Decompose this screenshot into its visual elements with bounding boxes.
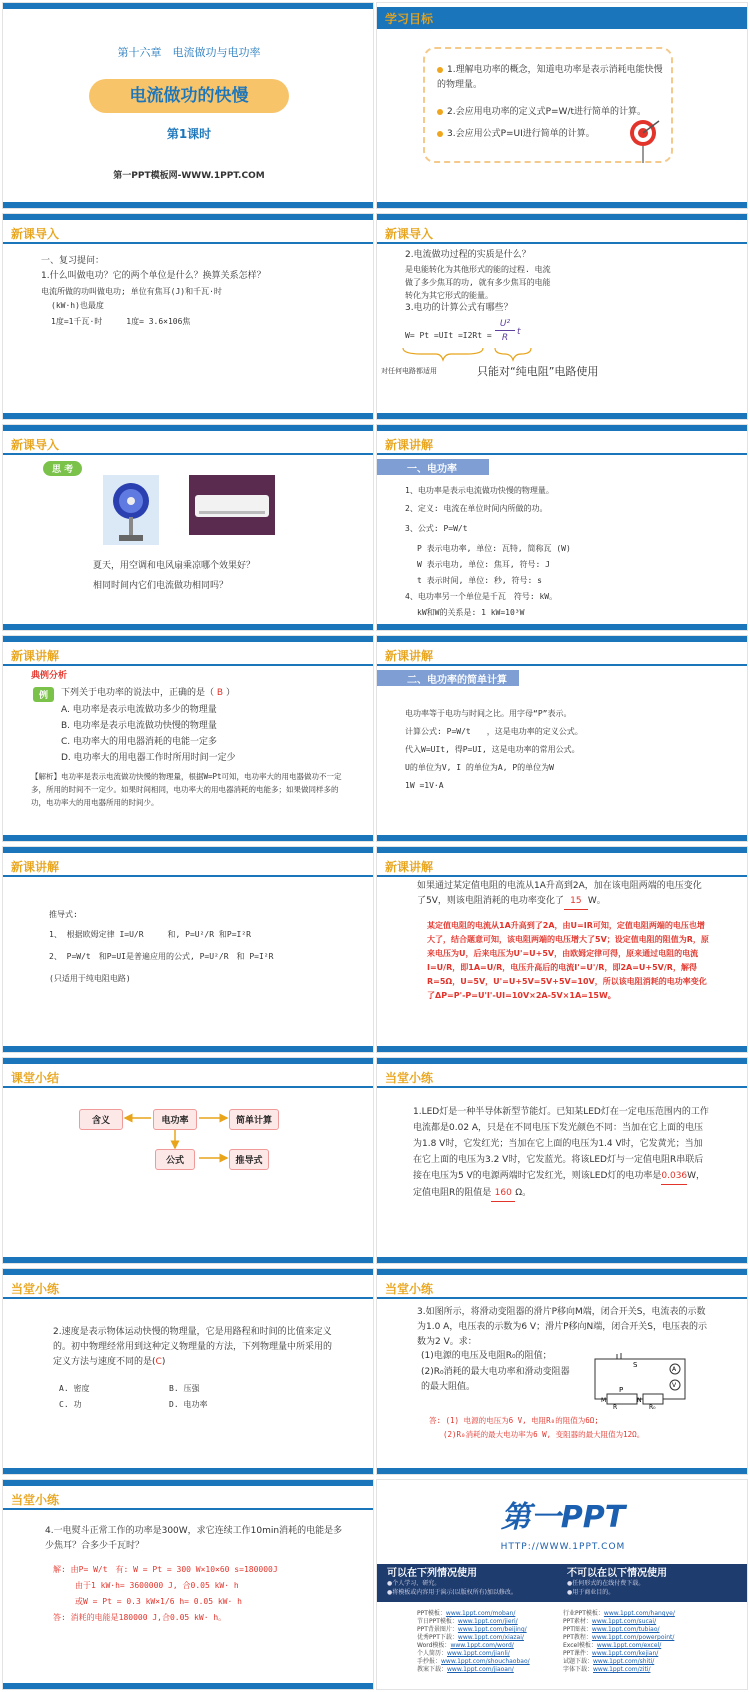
- bottom-bar: [3, 413, 373, 419]
- link-row[interactable]: [417, 1610, 530, 1618]
- top-bar: [3, 847, 373, 853]
- electric-fan-image: [103, 475, 159, 545]
- top-bar: [3, 214, 373, 220]
- derived-line-2: 2、 P=W/t 和P=UI是普遍应用的公式, P=U²/R 和 P=I²R: [49, 952, 274, 961]
- note-pure-resistance: 只能对“纯电阻”电路使用: [477, 365, 599, 378]
- title-pill: [89, 79, 289, 113]
- top-bar: [377, 636, 747, 642]
- example-tag: 例: [33, 687, 54, 702]
- link-row[interactable]: [417, 1642, 530, 1650]
- bottom-bar: [3, 1257, 373, 1263]
- problem-text: 如果通过某定值电阻的电流从1A升高到2A，加在该电阻两端的电压变化了5V，则该电阻消耗的电功率变化了 15 W。: [417, 879, 707, 910]
- question-3: 3.电功的计算公式有哪些？: [405, 303, 513, 313]
- brand-url[interactable]: HTTP://WWW.1PPT.COM: [500, 1542, 626, 1552]
- header-bar: [377, 857, 747, 877]
- link-url[interactable]: www.1ppt.com/powerpoint/: [591, 1634, 675, 1641]
- link-url[interactable]: www.1ppt.com/word/: [450, 1642, 514, 1649]
- target-icon: [629, 115, 663, 165]
- forbidden-item-2: ●用于商业目的。: [567, 1589, 615, 1596]
- slide-intro-review[interactable]: [2, 213, 374, 420]
- problem-answer: 15: [564, 894, 588, 910]
- slide-header: 课堂小结: [11, 1071, 60, 1085]
- top-bar: [3, 1480, 373, 1486]
- slide-power-concept[interactable]: [376, 424, 748, 631]
- practice-3-answer-1: 答: (1) 电源的电压为6 V, 电阻R₀的阻值为6Ω;: [429, 1416, 599, 1425]
- link-url[interactable]: www.1ppt.com/jieri/: [457, 1618, 518, 1625]
- option-d[interactable]: D. 电功率: [169, 1400, 208, 1409]
- think-tag: 思 考: [43, 461, 82, 476]
- slide-title[interactable]: [2, 2, 374, 209]
- slide-header: 新课导入: [385, 227, 434, 241]
- link-label: 试题下载：: [563, 1658, 594, 1665]
- section-band: 一、电功率: [377, 459, 489, 475]
- link-row[interactable]: [563, 1650, 675, 1658]
- allowed-item-2: ●将模板或内容用于演示(以版权所有)加以修改。: [387, 1589, 517, 1596]
- answer-line-3: 转化为其它形式的能量。: [405, 291, 493, 300]
- concept-p: P 表示电功率, 单位: 瓦特, 简称瓦 (W): [417, 544, 571, 553]
- link-url[interactable]: www.1ppt.com/sucai/: [591, 1618, 657, 1625]
- link-label: 个人简历：: [417, 1650, 448, 1657]
- link-label: PPT课件：: [563, 1650, 592, 1657]
- practice-3-text: 3.如图所示，将滑动变阻器的滑片P移向M端，闭合开关S，电流表的示数为1.0 A，电压表的示数为6 V；滑片P移向N端，闭合开关S，电压表的示数为2 V。求：: [417, 1307, 707, 1347]
- usage-banner: [377, 1564, 748, 1602]
- slide-example[interactable]: [2, 635, 374, 842]
- slide-header: 新课讲解: [385, 649, 434, 663]
- header-bar: [3, 435, 373, 455]
- calc-line-4: U的单位为V, I 的单位为A, P的单位为W: [405, 763, 554, 772]
- n-label: N: [637, 1397, 642, 1404]
- example-question: 下列关于电功率的说法中，正确的是（ B ）: [61, 688, 235, 698]
- work-formula: W= Pt =UIt =I2Rt =: [405, 331, 492, 340]
- link-url[interactable]: www.1ppt.com/jiaoan/: [447, 1666, 514, 1673]
- link-label: 节日PPT模板：: [417, 1618, 458, 1625]
- goal-1: 1.理解电功率的概念，知道电功率是表示消耗电能快慢的物理量。: [437, 65, 663, 90]
- derived-note: (只适用于纯电阻电路): [49, 974, 131, 983]
- section-band: 二、电功率的简单计算: [377, 670, 519, 686]
- derived-heading: 推导式:: [49, 910, 78, 919]
- review-heading: 一、复习提问：: [41, 256, 105, 266]
- note-any-circuit: 对任何电路都适用: [381, 367, 437, 375]
- practice-3-answer-2: (2)R₀消耗的最大电功率为6 W, 变阻器的最大阻值为12Ω。: [443, 1430, 645, 1439]
- bottom-bar: [377, 1046, 747, 1052]
- link-label: PPT背景图片：: [417, 1626, 458, 1633]
- node-calculation: 简单计算: [229, 1109, 279, 1130]
- voltmeter-label: V: [672, 1382, 677, 1389]
- option-c[interactable]: C. 功: [59, 1400, 82, 1409]
- link-row[interactable]: [563, 1658, 675, 1666]
- solution-text: 某定值电阻的电流从1A升高到了2A，由U=IR可知，定值电阻两端的电压也增大了，结合题意可知，该电阻两端的电压增大了5V；设定值电阻的阻值为R，原来电压为U，后来电压为U'=U+5V，由欧姆定律可得，原来通过电阻的电流I=U/R，即1A=U/R，电压升高后的电流I'=U'/R，即2A=U+5V/R，解得R=5Ω，U=5V，U'=U+5V=5V+5V=10V，所以该电阻消耗的电功率变化了ΔP=P'-P=U'I'-UI=10V×2A-5V×1A=15W。: [427, 921, 709, 1000]
- top-bar: [3, 1269, 373, 1275]
- header-bar: [377, 1279, 747, 1299]
- slide-practice-2[interactable]: [2, 1268, 374, 1475]
- link-url[interactable]: www.1ppt.com/shiti/: [593, 1658, 655, 1665]
- slide-practice-1[interactable]: [376, 1057, 748, 1264]
- node-definition: 含义: [79, 1109, 123, 1130]
- question-2: 2.电流做功过程的实质是什么？: [405, 250, 531, 260]
- link-url[interactable]: www.1ppt.com/excel/: [596, 1642, 662, 1649]
- links-right: [563, 1610, 675, 1674]
- concept-line-2: 2、定义: 电流在单位时间内所做的功。: [405, 504, 548, 513]
- link-url[interactable]: www.1ppt.com/jianli/: [447, 1650, 510, 1657]
- top-bar: [377, 1058, 747, 1064]
- example-answer: B: [216, 688, 224, 698]
- bottom-bar: [3, 624, 373, 630]
- slide-header: 当堂小练: [11, 1493, 60, 1507]
- slide-problem[interactable]: [376, 846, 748, 1053]
- link-row[interactable]: [417, 1658, 530, 1666]
- option-b[interactable]: B. 压强: [169, 1384, 200, 1393]
- slide-header: 当堂小练: [385, 1071, 434, 1085]
- link-row[interactable]: [563, 1666, 675, 1674]
- slide-goals[interactable]: [376, 2, 748, 209]
- top-bar: [3, 3, 373, 9]
- link-url[interactable]: www.1ppt.com/tubiao/: [591, 1626, 660, 1633]
- link-row[interactable]: [563, 1618, 675, 1626]
- slide-end[interactable]: [376, 1479, 748, 1690]
- bottom-bar: [3, 1683, 373, 1689]
- calc-line-1: 电功率等于电功与时间之比。用字母“P”表示。: [405, 709, 572, 718]
- page-title: 电流做功的快慢: [129, 86, 249, 106]
- header-bar: [377, 7, 747, 29]
- link-row[interactable]: [563, 1610, 675, 1618]
- header-bar: [377, 224, 747, 244]
- forbidden-item-1: ●任何形式的在线付费下载。: [567, 1580, 645, 1587]
- link-url[interactable]: www.1ppt.com/xiazai/: [457, 1634, 524, 1641]
- slide-header: 新课讲解: [385, 438, 434, 452]
- practice-1-answer-power: 0.036: [661, 1168, 687, 1185]
- slide-intro-work[interactable]: [376, 213, 748, 420]
- option-d[interactable]: D. 电功率大的用电器工作时所用时间一定少: [61, 753, 236, 763]
- bottom-bar: [377, 202, 747, 208]
- top-bar: [3, 636, 373, 642]
- air-conditioner-image: [189, 475, 275, 535]
- link-label: PPT图表：: [563, 1626, 592, 1633]
- option-a[interactable]: A. 电功率是表示电流做功多少的物理量: [61, 705, 217, 715]
- link-label: 字体下载：: [563, 1666, 594, 1673]
- slide-header: 新课讲解: [11, 649, 60, 663]
- bottom-bar: [3, 202, 373, 208]
- derived-line-1: 1、 根据欧姆定律 I=U/R 和, P=U²/R 和P=I²R: [49, 930, 251, 939]
- header-bar: [377, 435, 747, 455]
- practice-4-solution-1: 解: 由P= W/t 有: W = Pt = 300 W×10×60 s=180000J: [53, 1565, 278, 1574]
- link-row[interactable]: [563, 1634, 675, 1642]
- slide-derived[interactable]: [2, 846, 374, 1053]
- bullet-icon: [437, 67, 443, 73]
- practice-4-answer: 答: 消耗的电能是180000 J,合0.05 kW· h。: [53, 1613, 227, 1622]
- link-label: PPT模板：: [417, 1610, 446, 1617]
- header-bar: [3, 857, 373, 877]
- bullet-icon: [437, 131, 443, 137]
- top-bar: [377, 214, 747, 220]
- switch-label: S: [633, 1361, 638, 1369]
- node-derived: 推导式: [229, 1149, 269, 1170]
- link-url[interactable]: www.1ppt.com/ziti/: [593, 1666, 651, 1673]
- slide-header: 当堂小练: [385, 1282, 434, 1296]
- think-question-2: 相同时间内它们电流做功相同吗？: [93, 581, 229, 591]
- calc-line-2: 计算公式: P=W/t ，这是电功率的定义公式。: [405, 727, 583, 736]
- header-bar: [377, 646, 747, 666]
- practice-1-answer-resistance: 160: [491, 1185, 515, 1202]
- practice-4-text: 4.一电熨斗正常工作的功率是300W，求它连续工作10min消耗的电能是多少焦耳？合多少千瓦时？: [45, 1526, 343, 1551]
- links-left: [417, 1610, 530, 1674]
- bottom-bar: [377, 413, 747, 419]
- brand-logo: 第一PPT: [500, 1500, 626, 1535]
- calc-line-5: 1W =1V·A: [405, 781, 444, 790]
- bottom-bar: [3, 835, 373, 841]
- review-answer-2: (kW·h)也最度: [51, 301, 104, 310]
- lesson-label: 第1课时: [166, 127, 212, 141]
- site-label: 第一PPT模板网-WWW.1PPT.COM: [113, 171, 265, 181]
- link-label: 行业PPT模板：: [563, 1610, 604, 1617]
- top-bar: [377, 847, 747, 853]
- link-label: PPT教程：: [563, 1634, 592, 1641]
- ammeter-label: A: [672, 1366, 677, 1373]
- slide-practice-4[interactable]: [2, 1479, 374, 1690]
- bottom-bar: [3, 1046, 373, 1052]
- practice-1-text: 1.LED灯是一种半导体新型节能灯。已知某LED灯在一定电压范围内的工作电流都是0.02 A，只是在不同电压下发光颜色不同：当加在它上面的电压为1.8 V时，它发红光；当加在它上面的电压为1.4 V时，它发黄光；当加在它上面的电压为3.2 V时，它发蓝光。将该LED灯与一定值电阻R串联后接在电压为5 V的电源两端时它发红光，则该LED灯的电功率是0.036W，定值电阻R的阻值是 160 Ω。: [413, 1104, 709, 1202]
- header-bar: [3, 1279, 373, 1299]
- practice-4-solution-3: 或W = Pt = 0.3 kW×1/6 h= 0.05 kW· h: [75, 1597, 242, 1606]
- bottom-bar: [377, 1468, 747, 1474]
- header-bar: [3, 1490, 373, 1510]
- bottom-bar: [377, 624, 747, 630]
- brace-icon: [401, 346, 551, 362]
- fraction-t: t: [517, 327, 521, 337]
- slide-header: 新课讲解: [385, 860, 434, 874]
- circuit-diagram: [577, 1351, 693, 1409]
- link-url[interactable]: www.1ppt.com/moban/: [445, 1610, 516, 1617]
- forbidden-title: 不可以在以下情况使用: [567, 1568, 667, 1579]
- practice-4-solution-2: 由于1 kW·h= 3600000 J, 合0.05 kW· h: [75, 1581, 239, 1590]
- concept-t: t 表示时间, 单位: 秒, 符号: s: [417, 576, 542, 585]
- link-row[interactable]: [417, 1618, 530, 1626]
- fraction-denominator: R: [501, 333, 509, 343]
- practice-3-question-1: (1)电源的电压及电阻R₀的阻值；: [421, 1351, 552, 1361]
- option-b[interactable]: B. 电功率是表示电流做功快慢的物理量: [61, 721, 217, 731]
- link-row[interactable]: [563, 1626, 675, 1634]
- m-label: M: [601, 1397, 607, 1404]
- calc-line-3: 代入W=UIt, 得P=UI, 这是电功率的常用公式。: [405, 745, 580, 754]
- top-bar: [377, 1269, 747, 1275]
- answer-line-2: 做了多少焦耳的功, 就有多少焦耳的电能: [405, 278, 551, 287]
- slide-header: 新课讲解: [11, 860, 60, 874]
- slide-header: 当堂小练: [11, 1282, 60, 1296]
- example-subtitle: 典例分析: [31, 671, 68, 681]
- practice-2-answer: C: [155, 1357, 162, 1367]
- bullet-icon: [437, 109, 443, 115]
- slide-intro-think[interactable]: [2, 424, 374, 631]
- link-row[interactable]: [417, 1666, 530, 1674]
- concept-w: W 表示电功, 单位: 焦耳, 符号: J: [417, 560, 550, 569]
- concept-formula: 3、公式: P=W/t: [405, 524, 468, 533]
- answer-line-1: 是电能转化为其他形式的能的过程. 电流: [405, 265, 551, 274]
- node-power: 电功率: [153, 1109, 197, 1130]
- practice-3-question-2: (2)R₀消耗的最大电功率和滑动变阻器的最大阻值。: [421, 1367, 570, 1392]
- slide-header: 学习目标: [385, 12, 434, 26]
- link-url[interactable]: www.1ppt.com/beijing/: [457, 1626, 527, 1633]
- review-answer-3: 1度=1千瓦·时 1度= 3.6×106焦: [51, 317, 191, 326]
- link-url[interactable]: www.1ppt.com/kejian/: [591, 1650, 659, 1657]
- link-url[interactable]: www.1ppt.com/hangye/: [603, 1610, 675, 1617]
- slider-label: P: [619, 1386, 624, 1394]
- review-question: 1.什么叫做电功？它的两个单位是什么？换算关系怎样？: [41, 271, 266, 281]
- link-row[interactable]: [563, 1642, 675, 1650]
- slide-practice-3[interactable]: [376, 1268, 748, 1475]
- link-label: 教案下载：: [417, 1666, 448, 1673]
- header-bar: [3, 224, 373, 244]
- fraction-numerator: U²: [495, 318, 515, 331]
- review-answer-1: 电流所做的功叫做电功; 单位有焦耳(J)和千瓦·时: [41, 287, 222, 296]
- concept-kw: 4、电功率另一个单位是千瓦 符号: kW。: [405, 592, 558, 601]
- top-bar: [377, 425, 747, 431]
- r0-label: R₀: [649, 1404, 656, 1409]
- slide-power-calc[interactable]: [376, 635, 748, 842]
- think-question-1: 夏天，用空调和电风扇乘凉哪个效果好？: [93, 561, 256, 571]
- link-label: Excel模板：: [563, 1642, 597, 1649]
- top-bar: [3, 425, 373, 431]
- slide-header: 新课导入: [11, 438, 60, 452]
- link-label: 手抄报：: [417, 1658, 442, 1665]
- option-c[interactable]: C. 电功率大的用电器消耗的电能一定多: [61, 737, 218, 747]
- link-row[interactable]: [417, 1626, 530, 1634]
- concept-kw-relation: kW和W的关系是: 1 kW=10³W: [417, 608, 525, 617]
- node-formula: 公式: [155, 1149, 195, 1170]
- header-bar: [3, 646, 373, 666]
- header-bar: [377, 1068, 747, 1088]
- slide-summary[interactable]: [2, 1057, 374, 1264]
- goal-3: 3.会应用公式P=UI进行简单的计算。: [437, 127, 667, 142]
- slide-header: 新课导入: [11, 227, 60, 241]
- link-row[interactable]: [417, 1634, 530, 1642]
- option-a[interactable]: A. 密度: [59, 1384, 90, 1393]
- rheostat-label: R: [613, 1404, 618, 1409]
- allowed-item-1: ●个人学习、研究。: [387, 1580, 441, 1587]
- analysis-text: 【解析】电功率是表示电流做功快慢的物理量，根据W=Pt可知，电功率大的用电器做功不一定多，所用的时间不一定少。如果时间相同，电功率大的用电器消耗的电能多；如果做同样多的功，电功率大的用电器所用的时间少。: [31, 772, 342, 807]
- chapter-title: 第十六章 电流做功与电功率: [117, 46, 261, 59]
- link-label: Word模板：: [417, 1642, 451, 1649]
- bottom-bar: [377, 1257, 747, 1263]
- bottom-bar: [377, 835, 747, 841]
- practice-2-text: 2.速度是表示物体运动快慢的物理量，它是用路程和时间的比值来定义的。初中物理经常用到这种定义物理量的方法，下列物理量中所采用的定义方法与速度不同的是(C): [53, 1327, 333, 1367]
- bottom-bar: [3, 1468, 373, 1474]
- concept-line-1: 1、电功率是表示电流做功快慢的物理量。: [405, 486, 554, 495]
- link-url[interactable]: www.1ppt.com/shouchaobao/: [441, 1658, 530, 1665]
- link-label: PPT素材：: [563, 1618, 592, 1625]
- goal-2: 2.会应用电功率的定义式P=W/t进行简单的计算。: [437, 105, 667, 120]
- link-label: 优秀PPT下载：: [417, 1634, 458, 1641]
- link-row[interactable]: [417, 1650, 530, 1658]
- allowed-title: 可以在下列情况使用: [387, 1568, 477, 1579]
